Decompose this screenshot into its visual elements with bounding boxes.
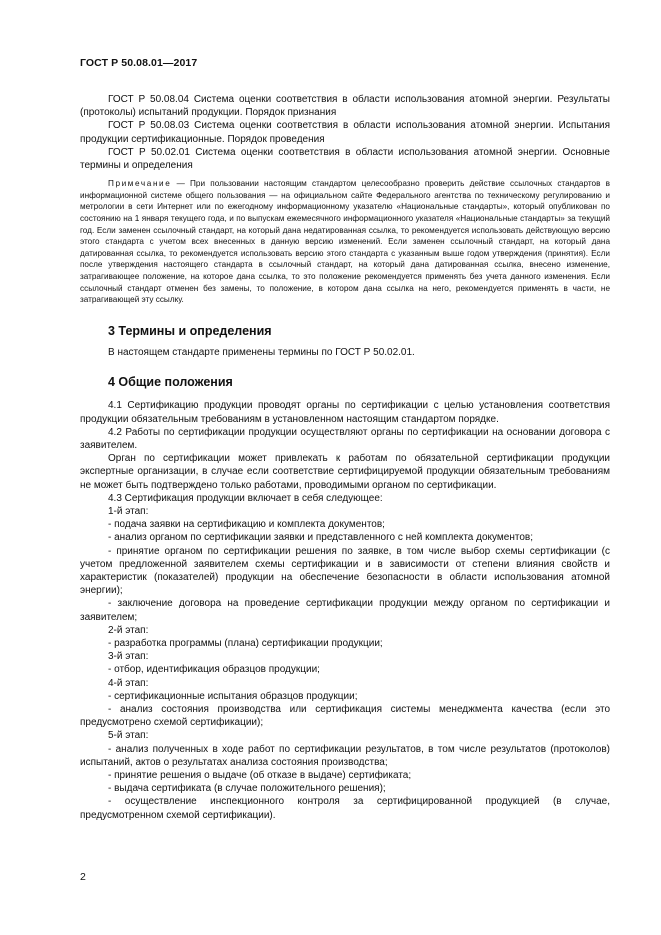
- list-item: - осуществление инспекционного контроля за сертифицированной продукцией (в случае, предусмотренном схемой сертификации).: [80, 796, 610, 821]
- reference-item: ГОСТ Р 50.02.01 Система оценки соответствия в области использования атомной энергии. Основные термины и определения: [80, 146, 610, 172]
- list-item: - анализ состояния производства или сертификация системы менеджмента качества (если это предусмотрено схемой сертификации);: [80, 704, 610, 729]
- list-item: - сертификационные испытания образцов продукции;: [108, 690, 358, 702]
- list-item: - принятие органом по сертификации решения по заявке, в том числе выбор схемы сертификации (с учетом предложенной заявителем схемы сертификации и в зависимости от степени влияния свойств и характеристик (показателей) продукции на обеспечение безопасности в области использования атомной энергии);: [80, 545, 610, 597]
- document-code-header: ГОСТ Р 50.08.01—2017: [80, 57, 198, 69]
- section-4-paragraph: Орган по сертификации может привлекать к работам по обязательной сертификации продукции экспертные организации, в случае если соответствие сертифицируемой продукции обязательным требованиям не может быть подтверждено только работами, проводимыми органом по сертификации.: [80, 453, 610, 491]
- list-item: - принятие решения о выдаче (об отказе в выдаче) сертификата;: [108, 770, 412, 782]
- page-number: 2: [80, 871, 86, 883]
- stage-label: 1-й этап:: [108, 505, 149, 517]
- list-item: - анализ полученных в ходе работ по сертификации результатов, в том числе результатов (протоколов) испытаний, актов о результатах анализа состояния производства;: [80, 743, 610, 768]
- section-4-paragraph: 4.2 Работы по сертификации продукции осуществляют органы по сертификации на основании договора с заявителем.: [80, 426, 610, 451]
- note-text: — При пользовании настоящим стандартом целесообразно проверить действие ссылочных стандартов в информационной системе общего пользования — на официальном сайте Федерального агентства по техническому регулированию и метрологии в сети Интернет или по ежегодному информационному указателю «Национальные стандарты», который опубликован по состоянию на 1 января текущего года, и по выпускам ежемесячного информационного указателя «Национальные стандарты» за текущий год. Если заменен ссылочный стандарт, на который дана недатированная ссылка, то рекомендуется использовать действующую версию этого стандарта с учетом всех внесенных в данную версию изменений. Если заменен ссылочный стандарт, на который дана датированная ссылка, то рекомендуется использовать версию этого стандарта с указанным выше годом утверждения (принятия). Если после утверждения настоящего стандарта в ссылочный стандарт, на который дана датированная ссылка, внесено изменение, затрагивающее положение, на которое дана ссылка, то это положение рекомендуется применять без учета данного изменения. Если ссылочный стандарт отменен без замены, то положение, в котором дана ссылка на него, рекомендуется применять в части, не затрагивающей эту ссылку.: [80, 179, 610, 305]
- stage-label: 4-й этап:: [108, 677, 149, 689]
- list-item: - анализ органом по сертификации заявки и представленного с ней комплекта документов;: [108, 532, 533, 544]
- reference-item: ГОСТ Р 50.08.03 Система оценки соответствия в области использования атомной энергии. Испытания продукции сертификационные. Порядок проведения: [80, 120, 610, 145]
- list-item: - заключение договора на проведение сертификации продукции между органом по сертификации и заявителем;: [80, 598, 610, 623]
- note-label: Примечание: [108, 179, 172, 189]
- page-content: [80, 93, 610, 822]
- section-4-paragraph: 4.3 Сертификация продукции включает в себя следующее:: [108, 492, 383, 504]
- list-item: - отбор, идентификация образцов продукции;: [108, 664, 320, 676]
- list-item: - выдача сертификата (в случае положительного решения);: [108, 783, 386, 795]
- stage-label: 2-й этап:: [108, 624, 149, 636]
- section-4-paragraph: 4.1 Сертификацию продукции проводят органы по сертификации с целью установления соответствия продукции обязательным требованиям в установленном настоящим стандартом порядке.: [80, 400, 610, 425]
- stage-label: 5-й этап:: [108, 730, 149, 742]
- section-3-heading: 3 Термины и определения: [108, 323, 272, 338]
- reference-item: ГОСТ Р 50.08.04 Система оценки соответствия в области использования атомной энергии. Результаты (протоколы) испытаний продукции. Порядок признания: [80, 94, 610, 119]
- list-item: - подача заявки на сертификацию и комплекта документов;: [108, 519, 385, 531]
- note-paragraph: [80, 178, 610, 306]
- stage-label: 3-й этап:: [108, 651, 149, 663]
- section-3-text: В настоящем стандарте применены термины по ГОСТ Р 50.02.01.: [108, 346, 415, 358]
- section-4-heading: 4 Общие положения: [108, 375, 233, 390]
- list-item: - разработка программы (плана) сертификации продукции;: [108, 638, 383, 650]
